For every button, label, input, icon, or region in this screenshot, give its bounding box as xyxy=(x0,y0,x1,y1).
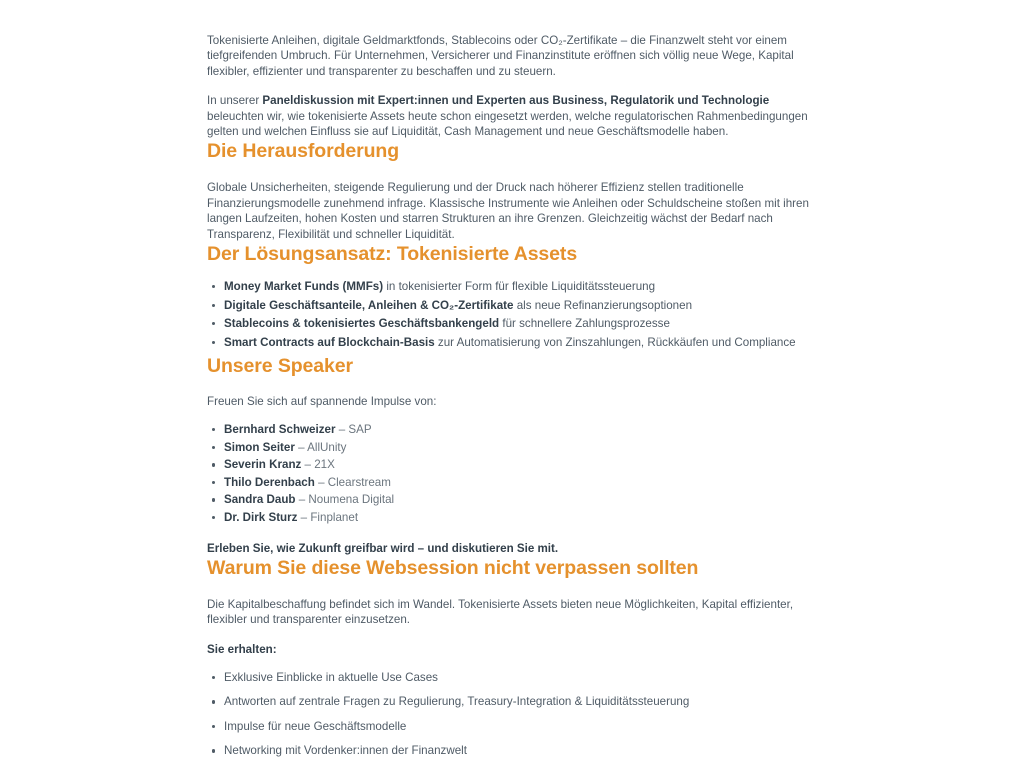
speakers-closing-line: Erleben Sie, wie Zukunft greifbar wird – und diskutieren Sie mit. xyxy=(207,542,559,556)
speaker-name: Sandra Daub xyxy=(224,493,296,507)
speaker-org: Clearstream xyxy=(327,475,391,489)
list-item xyxy=(207,336,817,350)
intro-paragraph-2-rest: beleuchten wir, wie tokenisierte Assets heute schon eingesetzt werden, welche regulatorischen Rahmenbedingungen gelten und welchen Einfluss sie auf Liquidität, Cash Management und neue Geschäftsmodelle haben. xyxy=(207,109,808,139)
speaker-org: SAP xyxy=(348,423,372,437)
speaker-name: Thilo Derenbach xyxy=(224,475,315,489)
heading-der-loesungsansatz: Der Lösungsansatz: Tokenisierte Assets xyxy=(207,243,578,266)
speaker-dash: – xyxy=(295,493,309,507)
solution-item-text: zur Automatisierung von Zinszahlungen, Rückkäufen und Compliance xyxy=(434,335,796,349)
why-paragraph: Die Kapitalbeschaffung befindet sich im Wandel. Tokenisierte Assets bieten neue Möglichkeiten, Kapital effizienter, flexibler und transparenter einzusetzen. xyxy=(207,598,794,627)
list-item: Networking mit Vordenker:innen der Finanzwelt xyxy=(207,744,817,758)
list-item xyxy=(207,493,817,507)
speaker-name: Bernhard Schweizer xyxy=(224,423,336,437)
solution-item-text: als neue Refinanzierungsoptionen xyxy=(513,298,693,312)
speaker-org: 21X xyxy=(314,458,335,472)
list-item xyxy=(207,511,817,525)
speaker-dash: – xyxy=(314,475,328,489)
solution-item-label: Stablecoins & tokenisiertes Geschäftsbankengeld xyxy=(224,317,500,331)
intro-paragraph-1-text: Tokenisierte Anleihen, digitale Geldmarktfonds, Stablecoins oder CO₂-Zertifikate – die Finanzwelt steht vor einem tiefgreifenden Umbruch. Für Unternehmen, Versicherer und Finanzinstitute eröffnen sich völlig neue Wege, Kapital flexibler, effizienter und transparenter zu beschaffen und zu steuern. xyxy=(207,34,794,78)
solution-item-label: Money Market Funds (MMFs) xyxy=(224,280,384,294)
intro-paragraph-1 xyxy=(207,33,817,79)
challenge-paragraph: Globale Unsicherheiten, steigende Regulierung und der Druck nach höherer Effizienz stellen traditionelle Finanzierungsmodelle zunehmend infrage. Klassische Instrumente wie Anleihen oder Schuldscheine stoßen mit ihren langen Laufzeiten, hohen Kosten und starren Strukturen an ihre Grenzen. Gleichzeitig wächst der Bedarf nach Transparenz, Flexibilität und schneller Liquidität. xyxy=(207,181,809,241)
list-item: Exklusive Einblicke in aktuelle Use Cases xyxy=(207,671,817,685)
why-sub-lead: Sie erhalten: xyxy=(207,642,277,656)
article-content xyxy=(207,0,817,768)
intro-paragraph-2 xyxy=(207,93,817,139)
benefit-list xyxy=(207,671,817,759)
speaker-dash: – xyxy=(297,511,311,525)
speaker-name: Dr. Dirk Sturz xyxy=(224,511,298,525)
solution-item-label: Digitale Geschäftsanteile, Anleihen & CO₂-Zertifikate xyxy=(224,298,514,312)
speakers-intro: Freuen Sie sich auf spannende Impulse von: xyxy=(207,395,437,409)
solution-item-label: Smart Contracts auf Blockchain-Basis xyxy=(224,335,435,349)
speaker-dash: – xyxy=(301,458,315,472)
intro-paragraph-2-emphasis: Paneldiskussion mit Expert:innen und Experten aus Business, Regulatorik und Technologie xyxy=(262,94,770,108)
solution-list xyxy=(207,280,817,350)
list-item xyxy=(207,423,817,437)
speaker-dash: – xyxy=(294,440,308,454)
list-item: Impulse für neue Geschäftsmodelle xyxy=(207,720,817,734)
list-item xyxy=(207,317,817,331)
solution-item-text: für schnellere Zahlungsprozesse xyxy=(499,317,670,331)
speaker-org: Noumena Digital xyxy=(308,493,395,507)
list-item xyxy=(207,458,817,472)
speaker-name: Simon Seiter xyxy=(224,440,295,454)
list-item xyxy=(207,441,817,455)
speaker-dash: – xyxy=(335,423,349,437)
solution-item-text: in tokenisierter Form für flexible Liquiditätssteuerung xyxy=(383,280,656,294)
list-item xyxy=(207,280,817,294)
heading-die-herausforderung: Die Herausforderung xyxy=(207,140,400,163)
speaker-org: Finplanet xyxy=(310,511,359,525)
list-item xyxy=(207,476,817,490)
intro-paragraph-2-lead: In unserer xyxy=(207,94,263,108)
speaker-name: Severin Kranz xyxy=(224,458,302,472)
speaker-org: AllUnity xyxy=(307,440,347,454)
heading-warum-websession: Warum Sie diese Websession nicht verpassen sollten xyxy=(207,557,699,580)
speaker-list xyxy=(207,423,817,525)
list-item: Antworten auf zentrale Fragen zu Regulierung, Treasury-Integration & Liquiditätssteuerung xyxy=(207,695,817,709)
list-item xyxy=(207,299,817,313)
heading-unsere-speaker: Unsere Speaker xyxy=(207,355,354,378)
